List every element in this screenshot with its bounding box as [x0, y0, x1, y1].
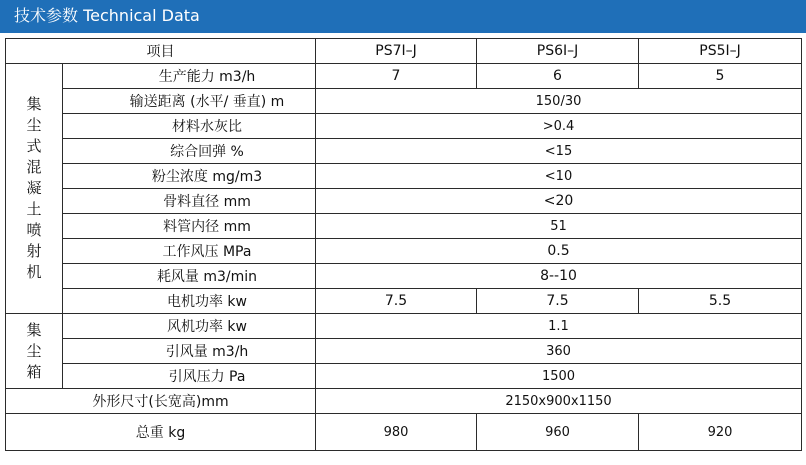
- cell-value: <10: [316, 164, 802, 189]
- model-header: PS6I–J: [477, 39, 639, 64]
- table-row: [6, 139, 802, 164]
- table-row: [6, 289, 802, 314]
- table-row: [6, 264, 802, 289]
- model-header: PS7I–J: [316, 39, 477, 64]
- table-row: [6, 414, 802, 451]
- table-row: [6, 339, 802, 364]
- row-label: 综合回弹 %: [63, 139, 316, 164]
- section-header: [0, 0, 806, 33]
- table-row: [6, 364, 802, 389]
- table-row: [6, 214, 802, 239]
- cell-value: <20: [316, 189, 802, 214]
- row-label: 料管内径 mm: [63, 214, 316, 239]
- cell-value: 1.1: [316, 314, 802, 339]
- row-label: 引风量 m3/h: [63, 339, 316, 364]
- row-label: 风机功率 kw: [63, 314, 316, 339]
- table-row: [6, 189, 802, 214]
- row-label: 工作风压 MPa: [63, 239, 316, 264]
- row-label: 耗风量 m3/min: [63, 264, 316, 289]
- section-title: 技术参数 Technical Data: [14, 6, 200, 25]
- group-label-dust-box: 集 尘 箱: [6, 314, 63, 389]
- table-row: [6, 389, 802, 414]
- row-label: 材料水灰比: [63, 114, 316, 139]
- row-label: 骨料直径 mm: [63, 189, 316, 214]
- table-row: [6, 164, 802, 189]
- header-item-label: 项目: [6, 39, 316, 64]
- cell-value: >0.4: [316, 114, 802, 139]
- row-label: 外形尺寸(长宽高)mm: [6, 389, 316, 414]
- cell-value: 1500: [316, 364, 802, 389]
- row-label: 粉尘浓度 mg/m3: [63, 164, 316, 189]
- cell-value: 51: [316, 214, 802, 239]
- row-label: 电机功率 kw: [63, 289, 316, 314]
- cell-value: 150/30: [316, 89, 802, 114]
- table-row: [6, 114, 802, 139]
- cell-value: 980: [316, 414, 477, 451]
- group-label-sprayer: 集 尘 式 混 凝 土 喷 射 机: [6, 64, 63, 314]
- row-label: 生产能力 m3/h: [63, 64, 316, 89]
- table-row: [6, 239, 802, 264]
- cell-value: 0.5: [316, 239, 802, 264]
- cell-value: 6: [477, 64, 639, 89]
- cell-value: 5.5: [639, 289, 802, 314]
- cell-value: 920: [639, 414, 802, 451]
- row-label: 总重 kg: [6, 414, 316, 451]
- cell-value: 7.5: [477, 289, 639, 314]
- table-row: [6, 314, 802, 339]
- table-header-row: [6, 39, 802, 64]
- cell-value: 7: [316, 64, 477, 89]
- spec-table: [5, 38, 802, 451]
- cell-value: 7.5: [316, 289, 477, 314]
- cell-value: 960: [477, 414, 639, 451]
- table-row: [6, 64, 802, 89]
- table-row: [6, 89, 802, 114]
- row-label: 输送距离 (水平/ 垂直) m: [63, 89, 316, 114]
- cell-value: <15: [316, 139, 802, 164]
- cell-value: 8--10: [316, 264, 802, 289]
- cell-value: 5: [639, 64, 802, 89]
- row-label: 引风压力 Pa: [63, 364, 316, 389]
- cell-value: 2150x900x1150: [316, 389, 802, 414]
- model-header: PS5I–J: [639, 39, 802, 64]
- cell-value: 360: [316, 339, 802, 364]
